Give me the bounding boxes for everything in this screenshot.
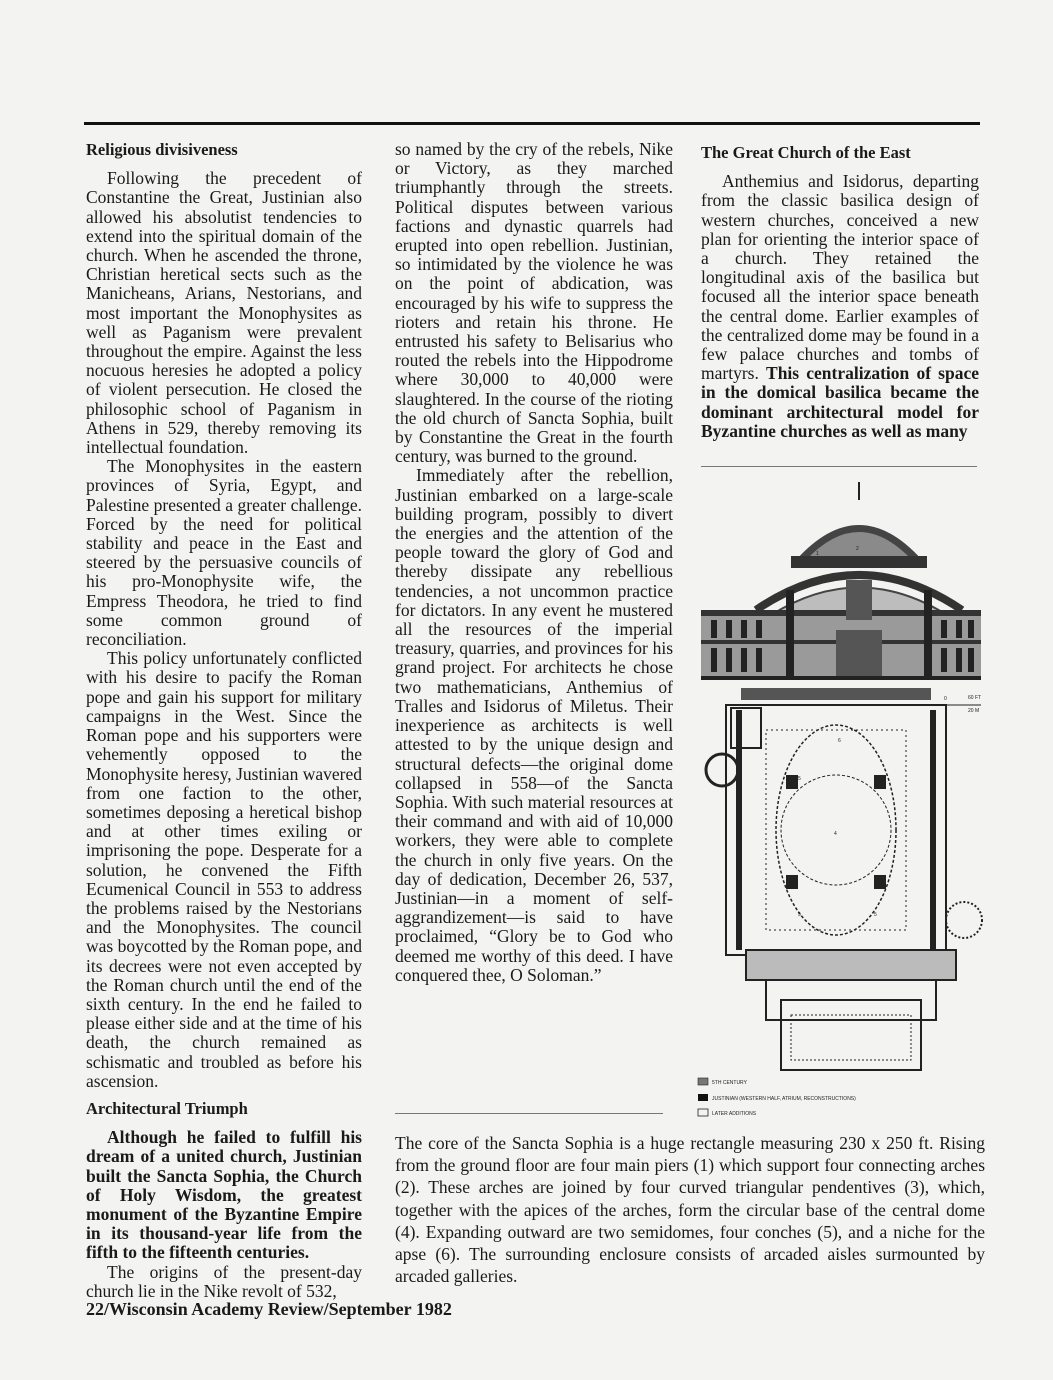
paragraph: The Monophysites in the eastern provinces of Syria, Egypt, and Palestine presented a greater challenge. Forced by the need for political stability and peace in the East and steered by the persuasive councils of his pro-Monophysite wife, the Empress Theodora, he tried to find some common ground of reconciliation.	[86, 456, 362, 650]
svg-text:4: 4	[834, 831, 837, 837]
column-3	[701, 143, 979, 441]
section-elevation	[701, 482, 981, 680]
heading-architectural-triumph: Architectural Triumph	[86, 1098, 248, 1118]
svg-text:5: 5	[874, 912, 877, 918]
svg-text:1: 1	[816, 551, 819, 557]
svg-text:6: 6	[838, 738, 841, 744]
page-footer: 22/Wisconsin Academy Review/September 1982	[86, 1299, 452, 1319]
divider	[701, 466, 977, 467]
top-rule	[84, 122, 980, 125]
svg-text:5: 5	[798, 912, 801, 918]
paragraph: The origins of the present-day church lie in the Nike revolt of 532,	[86, 1261, 362, 1301]
column-1	[86, 140, 362, 1301]
sancta-sophia-drawing	[696, 480, 986, 1120]
legend-later-additions: LATER ADDITIONS	[712, 1111, 757, 1117]
paragraph: Immediately after the rebellion, Justinian embarked on a large-scale building program, possibly to divert the energies and the attention of the people toward the glory of God and thereby dissipate any rebellious tendencies, a not uncommon practice for dictators. In any event he mustered all the resources of the imperial treasury, quarries, and provinces for his grand project. For architects he chose two mathematicians, Anthemius of Tralles and Isidorus of Miletus. Their inexperience as architects is well attested to by the unique design and structural defects—the original dome collapsed in 558—of the Sancta Sophia. With such material resources at their command and with aid of 10,000 workers, they were able to complete the church in only five years. On the day of dedication, December 26, 537, Justinian—in a moment of self-aggrandizement—is said to have proclaimed, “Glory be to God who deemed me worthy of this deed. I have conquered thee, O Soloman.”	[395, 465, 673, 985]
architectural-illustration	[696, 480, 986, 1120]
paragraph	[701, 172, 979, 441]
bold-text: This centralization of space in the domical basilica became the dominant architectural model for Byzantine churches as well as many	[701, 363, 980, 441]
scale-ft: 60 FT	[968, 695, 982, 701]
legend-5th-century: 5TH CENTURY	[712, 1080, 747, 1086]
figure-caption: The core of the Sancta Sophia is a huge rectangle measuring 230 x 250 ft. Rising from the ground floor are four main piers (1) which support four connecting arches (2). These arches are joined by four curved triangular pendentives (3), which, together with the apices of the arches, form the circular base of the central dome (4). Expanding outward are two semidomes, four conches (5), and a niche for the apse (6). The surrounding enclosure consists of arcaded aisles surmounted by arcaded galleries.	[395, 1133, 985, 1287]
scale-zero: 0	[944, 696, 947, 702]
floor-plan	[706, 688, 982, 1070]
svg-text:5: 5	[874, 776, 877, 782]
legend	[698, 1078, 856, 1117]
lead-paragraph: Although he failed to fulfill his dream of a united church, Justinian built the Sancta Sophia, the Church of Holy Wisdom, the greatest monument of the Byzantine Empire in its thousand-year life from the fifth to the fifteenth centuries.	[86, 1127, 362, 1263]
scale-bar	[944, 695, 981, 714]
paragraph-text: Anthemius and Isidorus, departing from the classic basilica design of western churches, conceived a new plan for orienting the interior space of a church. They retained the longitudinal axis of the basilica but focused all the interior space beneath the central dome. Earlier examples of the centralized dome may be found in a few palace churches and tombs of martyrs.	[701, 171, 979, 384]
paragraph: Following the precedent of Constantine the Great, Justinian also allowed his absolutist tendencies to extend into the spiritual domain of the church. When he ascended the throne, Christian heretical sects such as the Manicheans, Arians, Nestorians, and most important the Monophysites as well as Paganism were prevalent throughout the empire. Against the less nocuous heresies he adopted a policy of violent persecution. He closed the philosophic school of Paganism in Athens in 529, thereby removing its intellectual foundation.	[86, 168, 362, 458]
legend-justinian: JUSTINIAN (WESTERN HALF, ATRIUM, RECONSTRUCTIONS)	[712, 1096, 856, 1102]
paragraph: This policy unfortunately conflicted with his desire to pacify the Roman pope and gain his support for military campaigns in the West. Since the Roman pope and his supporters were vehemently opposed to the Monophysite heresy, Justinian wavered from one faction to the other, sometimes deposing a heretical bishop and at other times exiling or imprisoning the pope. Desperate for a solution, he convened the Fifth Ecumenical Council in 553 to address the problems raised by the Nestorians and the Monophysites. The council was boycotted by the Roman pope, and its decrees were not even accepted by the Roman church until the end of the sixth century. In the end he failed to please either side and at the time of his death, the church remained as schismatic and troubled as before his ascension.	[86, 648, 362, 1091]
heading-great-church: The Great Church of the East	[701, 143, 911, 162]
column-2	[395, 140, 673, 985]
svg-text:2: 2	[856, 546, 859, 552]
paragraph: so named by the cry of the rebels, Nike or Victory, as they marched triumphantly through the streets. Political disputes between various factions and dynastic quarrels had erupted into open rebellion. Justinian, so intimidated by the violence he was on the point of abdication, was encouraged by his wife to suppress the rioters and retain his throne. He entrusted his safety to Belisarius who routed the rebels into the Hippodrome where 30,000 to 40,000 were slaughtered. In the course of the rioting the old church of Sancta Sophia, built by Constantine the Great in the fourth century, was burned to the ground.	[395, 139, 673, 467]
heading-religious-divisiveness: Religious divisiveness	[86, 140, 238, 159]
svg-text:5: 5	[798, 776, 801, 782]
divider	[395, 1113, 663, 1114]
scale-m: 20 M	[968, 708, 980, 714]
